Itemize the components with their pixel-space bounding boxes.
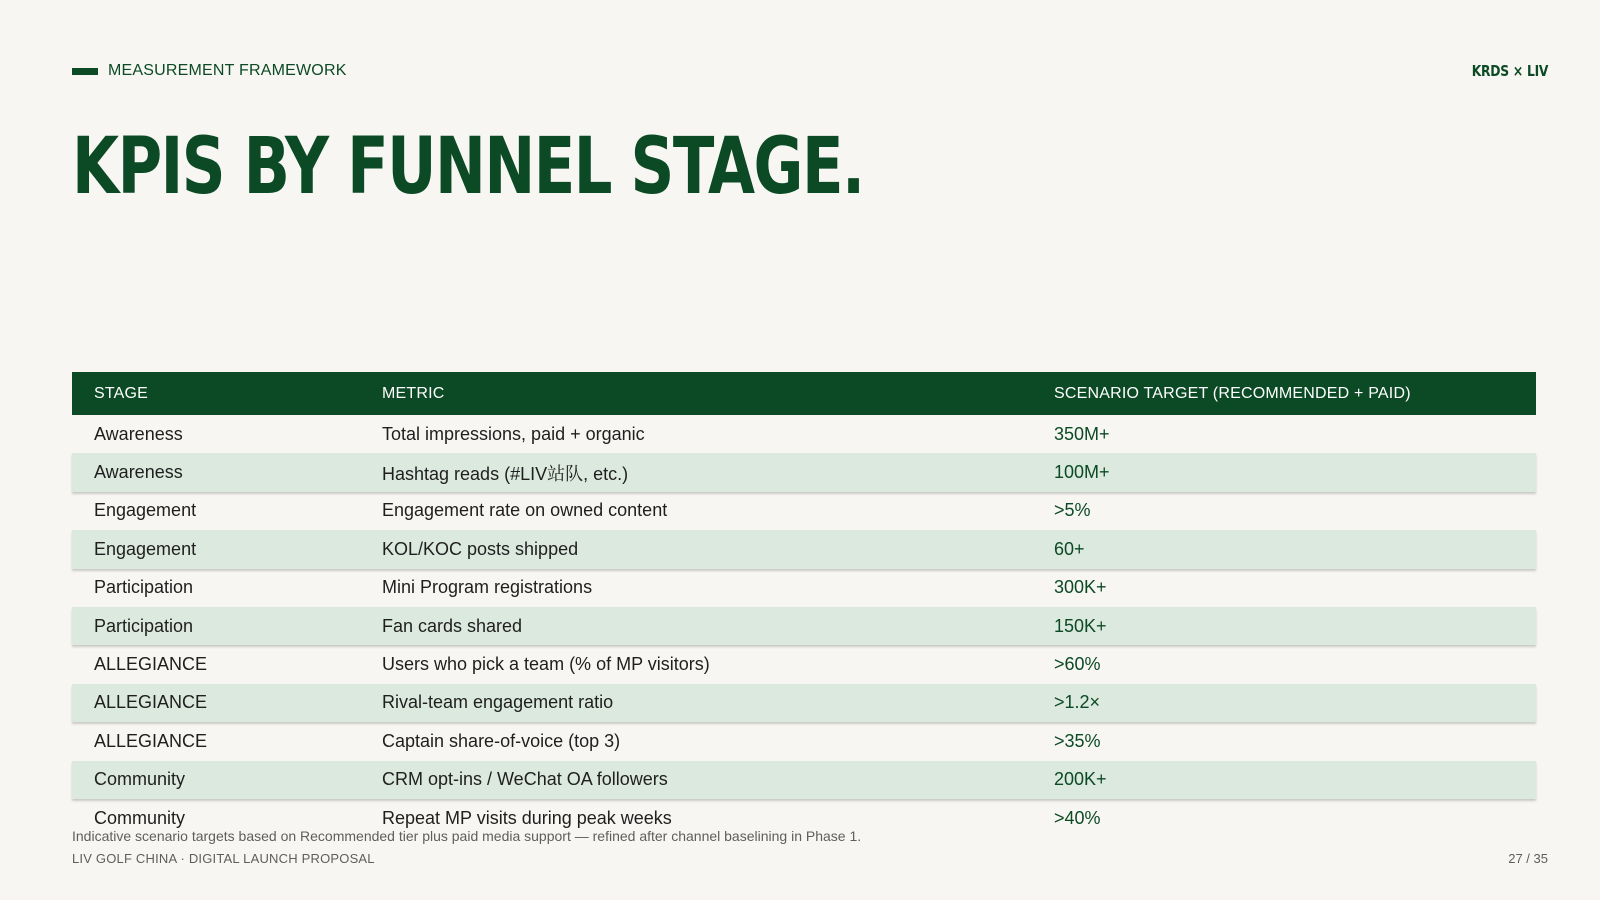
metric-cell: Users who pick a team (% of MP visitors) [382, 654, 710, 675]
table-row [72, 607, 1536, 645]
target-cell: >1.2× [1054, 692, 1101, 713]
stage-cell: Awareness [94, 423, 183, 444]
kpi-table-container [72, 372, 1536, 837]
stage-cell: Community [94, 807, 186, 828]
footnote: Indicative scenario targets based on Recommended tier plus paid media support — refined after channel baselining in Phase 1. [72, 828, 862, 844]
target-cell: >60% [1054, 654, 1101, 675]
header-metric: METRIC [382, 384, 445, 402]
kpi-table [72, 372, 1536, 837]
eyebrow-accent-bar [72, 68, 98, 75]
stage-cell: Participation [94, 615, 194, 636]
target-cell: >5% [1054, 500, 1091, 521]
table-row [72, 453, 1536, 491]
table-row [72, 415, 1536, 453]
target-cell: 350M+ [1054, 423, 1110, 444]
metric-cell: Captain share-of-voice (top 3) [382, 730, 621, 751]
target-cell: 100M+ [1054, 462, 1110, 483]
stage-cell: ALLEGIANCE [94, 692, 208, 713]
table-row [72, 722, 1536, 760]
table-row [72, 684, 1536, 722]
target-cell: >40% [1054, 807, 1101, 828]
table-row [72, 761, 1536, 799]
metric-cell: Hashtag reads (#LIV站队, etc.) [382, 463, 629, 484]
target-cell: 60+ [1054, 538, 1085, 559]
target-cell: 150K+ [1054, 615, 1107, 636]
metric-cell: Repeat MP visits during peak weeks [382, 807, 672, 828]
stage-cell: ALLEGIANCE [94, 654, 208, 675]
stage-cell: Awareness [94, 462, 183, 483]
metric-cell: Total impressions, paid + organic [382, 423, 645, 444]
footer-label: LIV GOLF CHINA · DIGITAL LAUNCH PROPOSAL [72, 851, 375, 866]
metric-cell: Engagement rate on owned content [382, 500, 668, 521]
stage-cell: Participation [94, 577, 194, 598]
brand-logo-text: KRDS × LIV [1471, 62, 1548, 80]
table-row [72, 645, 1536, 683]
table-header-row [72, 372, 1536, 415]
target-cell: >35% [1054, 730, 1101, 751]
metric-cell: Fan cards shared [382, 615, 523, 636]
metric-cell: Mini Program registrations [382, 577, 593, 598]
stage-cell: Engagement [94, 500, 197, 521]
header-stage: STAGE [94, 384, 149, 402]
page-number: 27 / 35 [1508, 851, 1548, 866]
target-cell: 300K+ [1054, 577, 1107, 598]
stage-cell: Engagement [94, 538, 197, 559]
header-target: SCENARIO TARGET (RECOMMENDED + PAID) [1054, 384, 1411, 402]
stage-cell: Community [94, 769, 186, 790]
metric-cell: KOL/KOC posts shipped [382, 538, 579, 559]
metric-cell: Rival-team engagement ratio [382, 692, 614, 713]
page-title: KPIS BY FUNNEL STAGE. [72, 122, 864, 212]
eyebrow-label: MEASUREMENT FRAMEWORK [108, 62, 347, 79]
stage-cell: ALLEGIANCE [94, 730, 208, 751]
table-row [72, 569, 1536, 607]
target-cell: 200K+ [1054, 769, 1107, 790]
table-row [72, 530, 1536, 568]
metric-cell: CRM opt-ins / WeChat OA followers [382, 769, 668, 790]
table-row [72, 492, 1536, 530]
section-eyebrow [72, 62, 347, 80]
